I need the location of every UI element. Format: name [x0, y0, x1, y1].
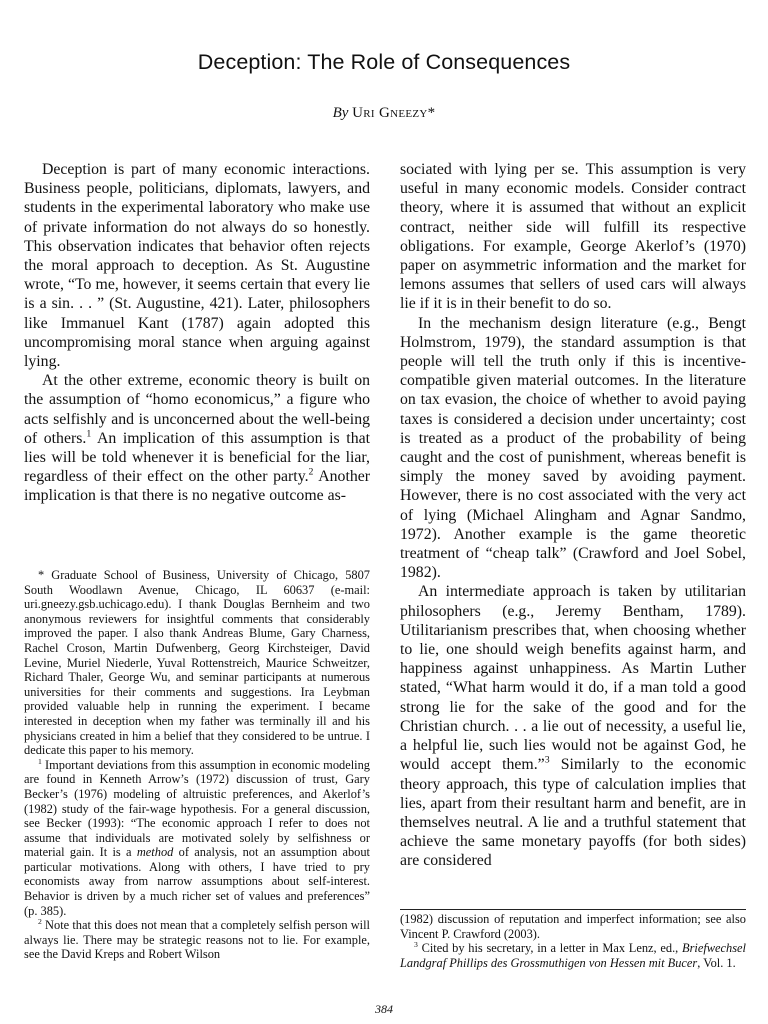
footnotes-left	[24, 568, 370, 962]
footnote-1	[24, 758, 370, 919]
footnote-mark-3: 3	[414, 940, 418, 950]
footnote-affiliation: * Graduate School of Business, University of Chicago, 5807 South Woodlawn Avenue, Chicago, IL 60637 (e-mail: uri.gneezy.gsb.uchicago.edu). I thank Douglas Bernheim and two anonymous reviewers for insightful comments that considerably improved the paper. I also thank Andreas Blume, Gary Charness, Rachel Croson, Martin Dufwenberg, Georg Kirchsteiger, David Levine, Muriel Niederle, Yuval Rottenstreich, Maurice Schweitzer, Richard Thaler, George Wu, and seminar participants at numerous universities for their comments and suggestions. Ira Leybman provided valuable help in running the experiment. I became interested in deception when my father was terminally ill and his physicians created in him a belief that they considered to be untrue. I dedicate this paper to his memory.	[24, 568, 370, 758]
left-column	[24, 160, 370, 506]
paragraph-utilitarian	[400, 582, 746, 870]
paragraph-text: An intermediate approach is taken by utilitarian philosophers (e.g., Jeremy Bentham, 1789). Utilitarianism prescribes that, when choosing whether to lie, one should weigh benefits against harm, and happiness against unhappiness. As Martin Luther stated, “What harm would it do, if a man told a good strong lie for the sake of the good and for the Christian church. . . a lie out of necessity, a useful lie, a helpful lie, such lies would not be against God, he would accept them.”	[400, 583, 746, 774]
footnote-ref-1[interactable]: 1	[86, 428, 92, 440]
footnote-mark-2: 2	[38, 917, 42, 927]
paragraph-mechanism-design: In the mechanism design literature (e.g., Bengt Holmstrom, 1979), the standard assumption is that people will tell the truth only if this is incentive-compatible given material outcomes. In the literature on tax evasion, the choice of whether to avoid paying taxes is considered a decision under uncertainty; cost is treated as a product of the probability of being caught and the cost of punishment, whereas benefit is simply the money saved by avoiding payment. However, there is no cost associated with the very act of lying (Michael Alingham and Agnar Sandmo, 1972). Another example is the game theoretic treatment of “cheap talk” (Crawford and Joel Sobel, 1982).	[400, 314, 746, 582]
article-title: Deception: The Role of Consequences	[197, 50, 571, 74]
footnote-text: Cited by his secretary, in a letter in Max Lenz, ed.,	[417, 941, 682, 956]
footnote-divider	[400, 909, 746, 910]
footnotes-right	[400, 912, 746, 970]
footnote-text: , Vol. 1.	[697, 955, 736, 970]
byline-by: By	[332, 105, 349, 121]
paragraph-intro: Deception is part of many economic interactions. Business people, politicians, diplomats, lawyers, and students in the experimental laboratory who make use of private information do not always do so honestly. This observation indicates that behavior often rejects the moral approach to deception. As St. Augustine wrote, “To me, however, it seems certain that every lie is a sin. . . ” (St. Augustine, 421). Later, philosophers like Immanuel Kant (1787) again adopted this uncompromising moral stance when arguing against lying.	[24, 161, 370, 371]
byline	[0, 105, 768, 122]
paragraph-text: Similarly to the economic theory approach, this type of calculation implies that lies, apart from their resultant harm and benefit, are in themselves neutral. A lie and a truthful statement that achieve the same monetary payoffs (for both sides) are considered	[400, 756, 746, 870]
right-column	[400, 160, 746, 871]
author-name: Uri Gneezy*	[352, 105, 436, 121]
footnote-text: of analysis, not an assumption about particular motivations. Along with others, I have tried to pry economists away from narrow assumptions about self-interest. Behavior is driven by a much richer set of values and preferences” (p. 385).	[24, 845, 370, 918]
page-number: 384	[375, 1002, 393, 1016]
paragraph-homo-economicus	[24, 371, 370, 505]
paragraph-text: An implication of this assumption is that lies will be told whenever it is beneficial for the liar, regardless of their effect on the other party.	[24, 429, 370, 486]
footnote-italic: Briefwechsel Landgraf Phillips des Grossmuthigen von Hessen mit Bucer	[400, 941, 746, 970]
footnote-3	[400, 941, 746, 970]
footnote-2	[24, 918, 370, 962]
footnote-text: Important deviations from this assumption in economic modeling are found in Kenneth Arrow’s (1972) discussion of trust, Gary Becker’s (1976) modeling of altruistic preferences, and Akerlof’s (1982) study of the fair-wage hypothesis. For a general discussion, see Becker (1993): “The economic approach I refer to does not assume that individuals are motivated solely by selfishness or material gain. It is a	[24, 757, 370, 860]
paragraph-text: At the other extreme, economic theory is built on the assumption of “homo economicus,” a figure who acts selfishly and is unconcerned about the well-being of others.	[24, 372, 370, 447]
footnote-italic: method	[136, 845, 174, 860]
footnote-text: Note that this does not mean that a completely selfish person will always lie. There may be strategic reasons not to lie. For example, see the David Kreps and Robert Wilson	[24, 918, 370, 962]
footnote-2-continuation: (1982) discussion of reputation and imperfect information; see also Vincent P. Crawford (2003).	[400, 912, 746, 941]
paragraph-continuation: sociated with lying per se. This assumption is very useful in many economic models. Consider contract theory, where it is assumed that without an explicit contract, neither side will fulfill its respective obligations. For example, George Akerlof’s (1970) paper on asymmetric information and the market for lemons assumes that sellers of used cars will always lie if it is in their benefit to do so.	[400, 161, 746, 313]
footnote-ref-2[interactable]: 2	[308, 466, 314, 478]
footnote-mark-1: 1	[38, 756, 42, 766]
footnote-ref-3[interactable]: 3	[544, 755, 550, 767]
paragraph-text: Another implication is that there is no negative outcome as-	[24, 468, 370, 505]
